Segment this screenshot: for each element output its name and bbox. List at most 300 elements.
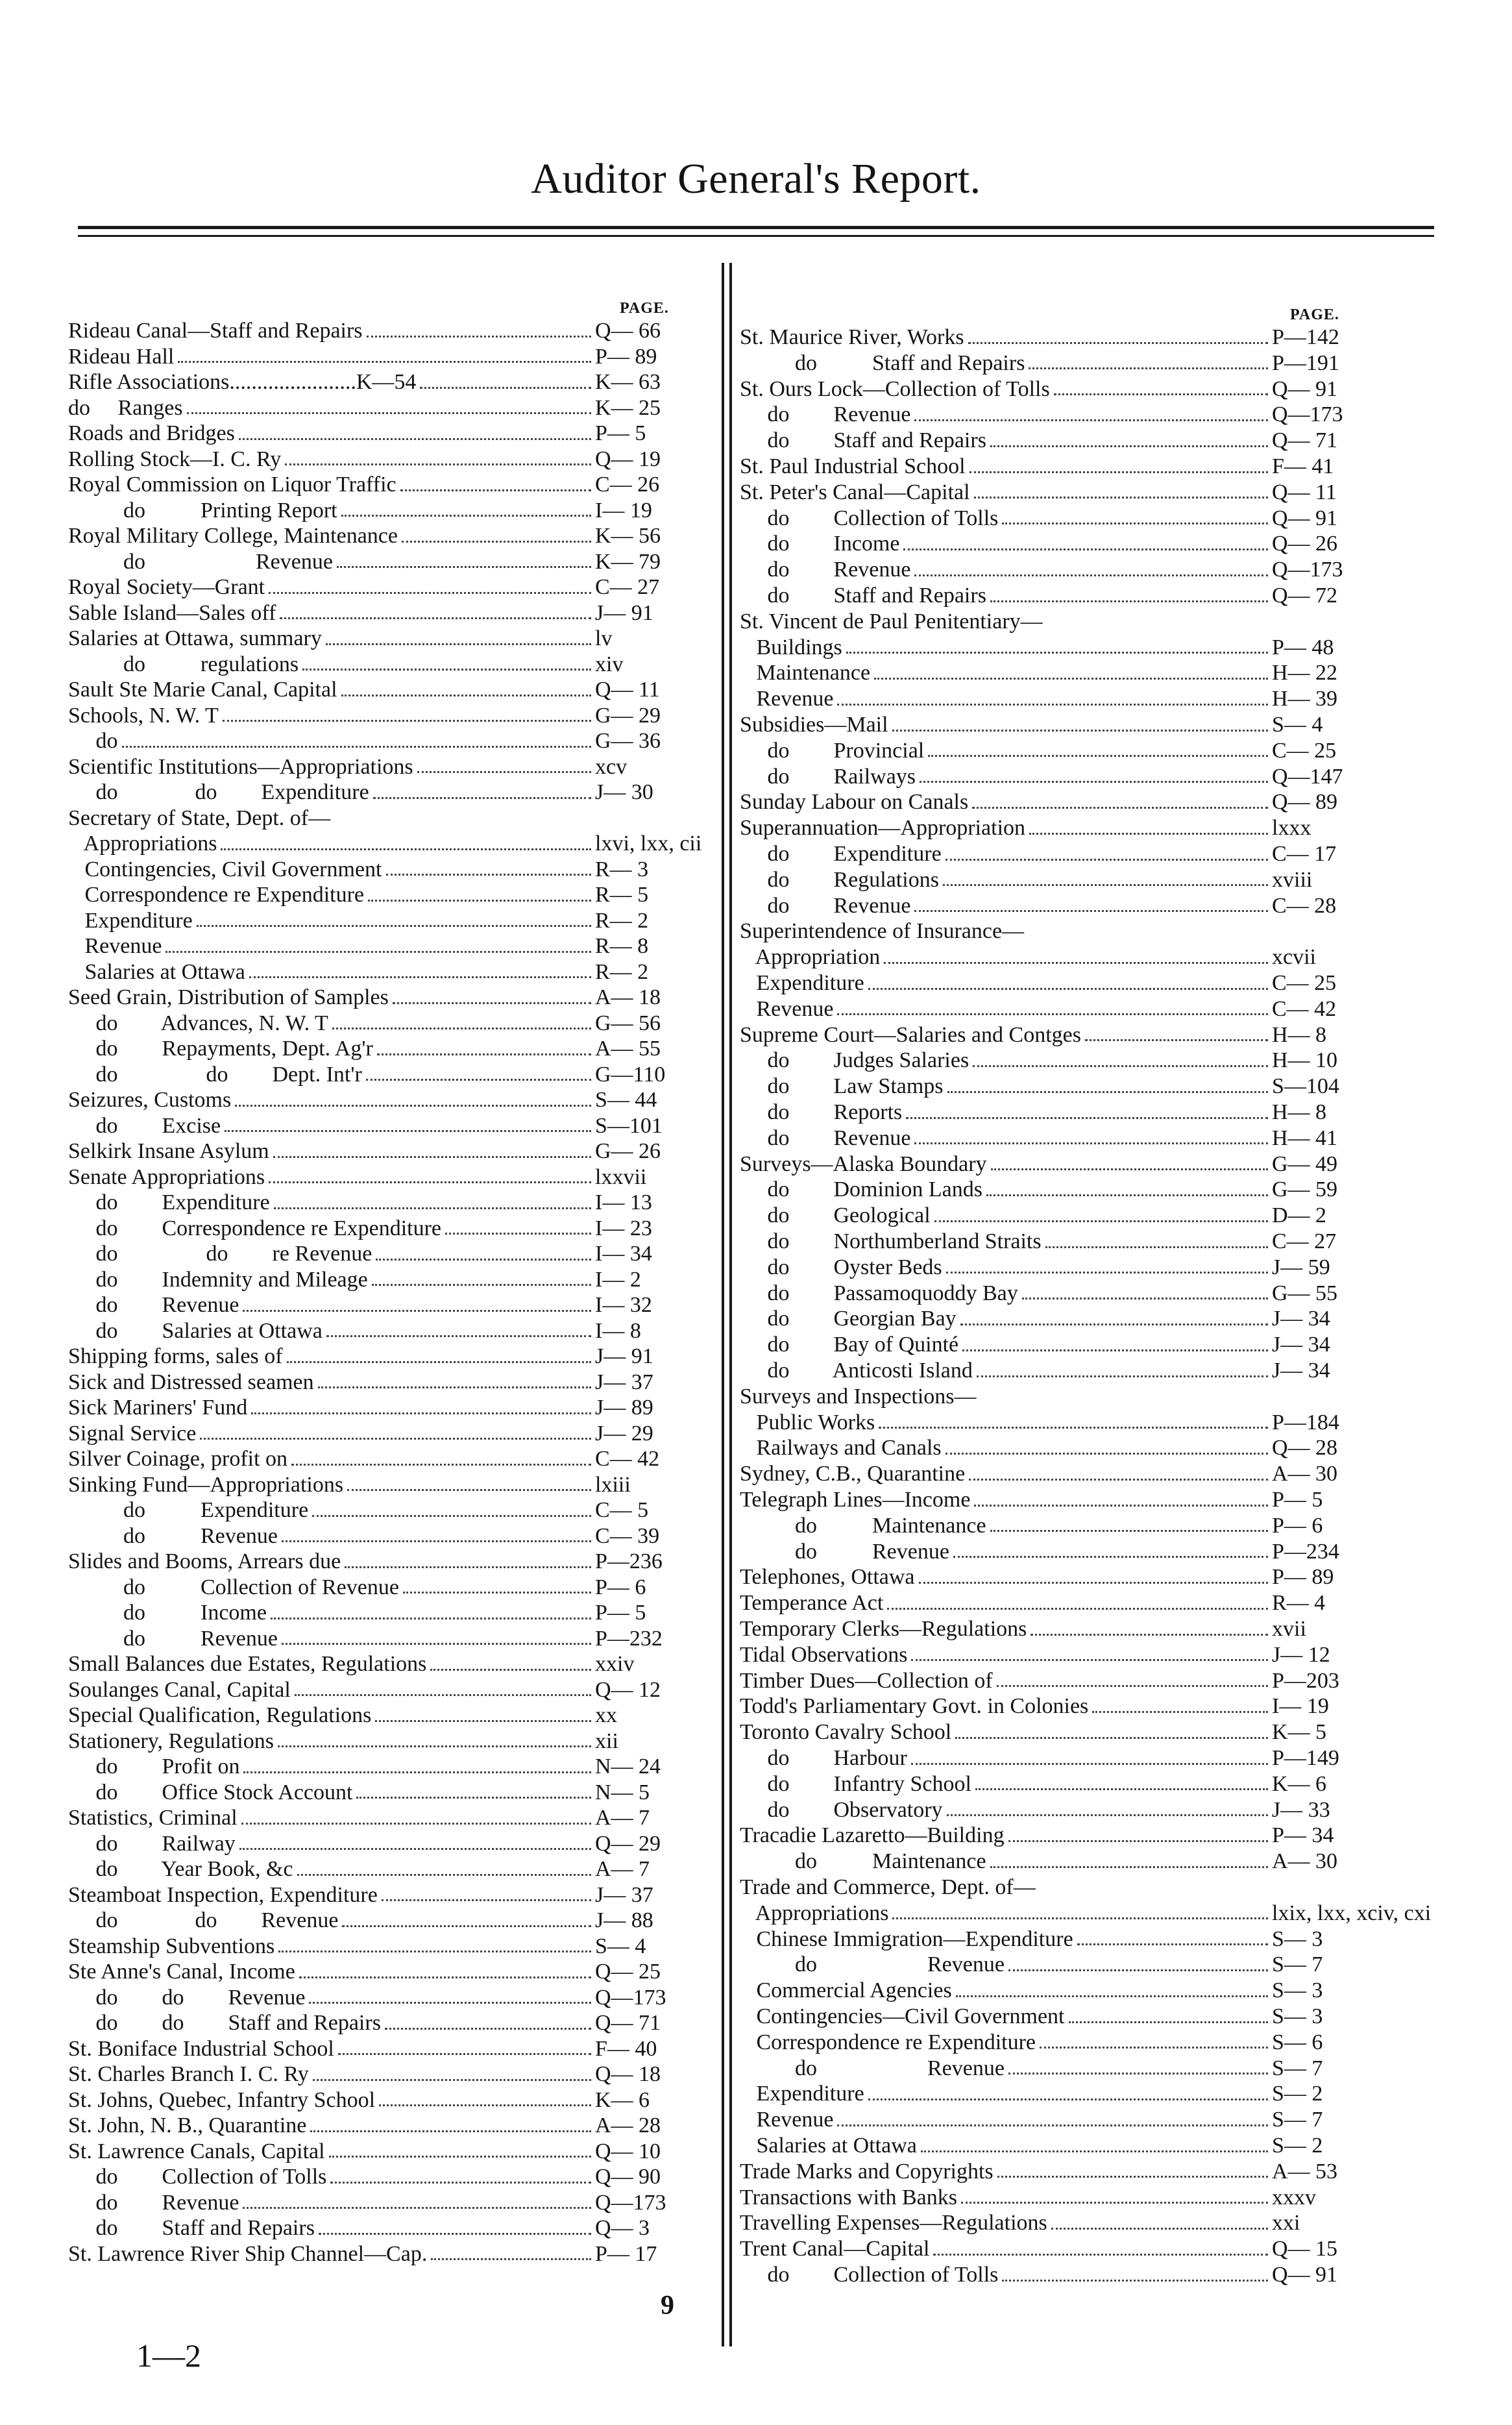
entry-page-ref: G— 59 <box>1272 1177 1338 1202</box>
leader-dots <box>280 617 591 619</box>
entry-label: Roads and Bridges <box>68 421 235 445</box>
leader-dots <box>914 574 1268 576</box>
entry-label: St. Lawrence Canals, Capital <box>68 2139 325 2163</box>
entry-page-ref: Q— 12 <box>595 1677 661 1702</box>
index-entry <box>68 447 595 473</box>
leader-dots <box>837 704 1268 706</box>
leader-dots <box>309 2002 591 2004</box>
leader-dots <box>1040 2047 1268 2049</box>
index-entry <box>740 1100 1272 1126</box>
entry-page-ref: F— 41 <box>1272 454 1334 478</box>
leader-dots <box>974 497 1268 499</box>
index-entry <box>68 1292 595 1318</box>
entry-page-ref: C— 42 <box>595 1447 660 1471</box>
entry-page-ref: Q— 25 <box>595 1960 661 1984</box>
leader-dots <box>274 1207 591 1209</box>
index-entry <box>740 1384 1272 1410</box>
leader-dots <box>282 1643 591 1645</box>
entry-label: do regulations <box>68 652 299 676</box>
entry-page-ref: P—232 <box>595 1626 663 1651</box>
entry-page-ref: J— 37 <box>595 1370 653 1394</box>
entry-page-ref: lxvi, lxx, cii <box>595 831 702 856</box>
entry-label: do Revenue <box>740 893 911 918</box>
entry-page-ref: J— 88 <box>595 1908 653 1932</box>
entry-page-ref: I— 13 <box>595 1190 652 1214</box>
entry-page-ref: S— 7 <box>1272 1952 1323 1977</box>
index-entry <box>68 1780 595 1806</box>
index-entry <box>740 789 1272 815</box>
leader-dots <box>879 1427 1268 1429</box>
entry-page-ref: J— 59 <box>1272 1255 1330 1279</box>
entry-label: do Expenditure <box>740 842 942 866</box>
index-entry <box>740 738 1272 764</box>
index-entry <box>740 325 1272 351</box>
entry-label: do Oyster Beds <box>740 1255 942 1279</box>
entry-page-ref: Q— 71 <box>1272 428 1338 453</box>
entry-page-ref: Q— 10 <box>595 2139 661 2163</box>
entry-label: Contingencies—Civil Government <box>740 2004 1065 2028</box>
leader-dots <box>393 1002 591 1004</box>
index-entry <box>740 1410 1272 1436</box>
entry-label: Salaries at Ottawa <box>68 959 245 984</box>
index-entry <box>68 2139 595 2165</box>
index-entry <box>68 677 595 703</box>
index-entry <box>740 1229 1272 1255</box>
entry-page-ref: H— 8 <box>1272 1100 1327 1124</box>
entry-label: St. Lawrence River Ship Channel—Cap. <box>68 2241 428 2266</box>
index-entry <box>740 531 1272 557</box>
leader-dots <box>122 746 592 748</box>
entry-label: Sick Mariners' Fund <box>68 1396 248 1420</box>
entry-page-ref: P—184 <box>1272 1410 1339 1434</box>
index-entry <box>68 933 595 959</box>
index-entry <box>68 626 595 652</box>
entry-page-ref: I— 8 <box>595 1318 641 1343</box>
leader-dots <box>945 859 1268 861</box>
index-entry <box>68 2215 595 2241</box>
index-entry <box>740 1590 1272 1616</box>
index-entry <box>68 1677 595 1703</box>
entry-label: Revenue <box>740 687 834 711</box>
index-entry <box>740 970 1272 996</box>
index-entry <box>68 318 595 344</box>
entry-page-ref: Q— 90 <box>595 2165 661 2189</box>
leader-dots <box>868 2099 1268 2100</box>
index-entry <box>68 1421 595 1447</box>
leader-dots <box>1029 367 1268 369</box>
entry-page-ref: J— 34 <box>1272 1307 1330 1331</box>
leader-dots <box>235 1105 591 1107</box>
leader-dots <box>1030 1634 1268 1636</box>
index-entry <box>740 2159 1272 2185</box>
entry-page-ref: P— 17 <box>595 2241 657 2266</box>
entry-label: do Staff and Repairs <box>740 584 986 608</box>
leader-dots <box>341 515 591 517</box>
index-entry <box>740 1616 1272 1642</box>
index-entry <box>68 1011 595 1037</box>
leader-dots <box>239 438 591 440</box>
entry-label: do Profit on <box>68 1754 240 1779</box>
entry-label: Trade and Commerce, Dept. of— <box>740 1875 1036 1899</box>
leader-dots <box>187 412 591 414</box>
leader-dots <box>318 1386 591 1388</box>
index-entry <box>740 1358 1272 1384</box>
entry-page-ref: R— 2 <box>595 959 649 984</box>
index-entry <box>740 1048 1272 1074</box>
entry-page-ref: G— 29 <box>595 703 661 728</box>
entry-label: Shipping forms, sales of <box>68 1344 283 1368</box>
index-entry <box>68 908 595 934</box>
leader-dots <box>946 1272 1268 1274</box>
entry-page-ref: J— 29 <box>595 1421 653 1446</box>
leader-dots <box>953 1556 1268 1558</box>
leader-dots <box>846 652 1268 654</box>
entry-page-ref: Q—173 <box>595 1985 666 2010</box>
entry-page-ref: C— 25 <box>1272 971 1337 995</box>
leader-dots <box>403 1592 591 1594</box>
entry-page-ref: H— 22 <box>1272 661 1338 685</box>
entry-label: Chinese Immigration—Expenditure <box>740 1926 1073 1951</box>
index-entry <box>68 395 595 421</box>
leader-dots <box>310 2130 591 2132</box>
entry-label: do Geological <box>740 1203 931 1228</box>
leader-dots <box>945 1453 1268 1455</box>
index-entry <box>68 1370 595 1396</box>
entry-page-ref: S— 3 <box>1272 2004 1323 2028</box>
entry-page-ref: Q— 72 <box>1272 584 1338 608</box>
leader-dots <box>956 1995 1268 1997</box>
entry-page-ref: xviii <box>1272 867 1313 892</box>
entry-label: do Reports <box>740 1100 903 1124</box>
leader-dots <box>990 600 1268 602</box>
entry-label: do Law Stamps <box>740 1074 944 1099</box>
leader-dots <box>1022 1298 1268 1299</box>
index-entry <box>68 1549 595 1575</box>
index-entry <box>740 454 1272 480</box>
index-entry <box>740 2262 1272 2288</box>
entry-label: Appropriations <box>740 1901 889 1925</box>
index-entry <box>68 1729 595 1754</box>
entry-page-ref: xxi <box>1272 2211 1300 2235</box>
leader-dots <box>367 336 591 338</box>
entry-page-ref: S— 4 <box>595 1934 646 1958</box>
entry-page-ref: A— 7 <box>595 1857 650 1881</box>
entry-label: Salaries at Ottawa <box>740 2134 917 2158</box>
leader-dots <box>330 2182 591 2184</box>
entry-page-ref: S— 3 <box>1272 1978 1323 2003</box>
entry-page-ref: P— 5 <box>595 1601 646 1625</box>
index-entry <box>740 1642 1272 1668</box>
entry-page-ref: xxxv <box>1272 2185 1316 2210</box>
leader-dots <box>921 2150 1268 2152</box>
entry-page-ref: I— 23 <box>595 1216 652 1240</box>
entry-label: Temporary Clerks—Regulations <box>740 1617 1027 1641</box>
entry-label: Royal Society—Grant <box>68 575 265 599</box>
index-entry <box>740 1203 1272 1229</box>
leader-dots <box>990 1530 1268 1532</box>
leader-dots <box>1002 2280 1268 2282</box>
leader-dots <box>379 2104 591 2106</box>
entry-page-ref: P—142 <box>1272 325 1339 349</box>
entry-label: do Revenue <box>740 402 911 427</box>
entry-page-ref: A— 30 <box>1272 1462 1338 1486</box>
entry-page-ref: K— 6 <box>1272 1771 1327 1796</box>
index-entry <box>740 635 1272 661</box>
entry-label: do do Dept. Int'r <box>68 1062 362 1087</box>
leader-dots <box>239 1848 591 1850</box>
index-entry <box>68 2190 595 2216</box>
index-entry <box>68 549 595 575</box>
index-entry <box>740 1435 1272 1461</box>
leader-dots <box>341 695 591 696</box>
index-entry <box>68 1318 595 1344</box>
entry-label: Slides and Booms, Arrears due <box>68 1549 341 1573</box>
leader-dots <box>430 1669 591 1671</box>
leader-dots <box>974 1505 1268 1507</box>
leader-dots <box>297 1874 591 1876</box>
column-separator-right <box>729 263 732 2346</box>
entry-page-ref: I— 19 <box>1272 1694 1329 1719</box>
index-entry <box>68 1908 595 1934</box>
entry-label: do Advances, N. W. T <box>68 1011 328 1035</box>
index-entry <box>740 1177 1272 1203</box>
leader-dots <box>962 1349 1268 1351</box>
entry-label: St. Peter's Canal—Capital <box>740 480 970 504</box>
leader-dots <box>884 962 1268 964</box>
entry-page-ref: H— 41 <box>1272 1126 1338 1150</box>
entry-label: St. Vincent de Paul Penitentiary— <box>740 609 1043 634</box>
index-entry <box>68 780 595 806</box>
index-entry <box>68 2036 595 2062</box>
leader-dots <box>269 1181 591 1183</box>
leader-dots <box>969 1479 1268 1481</box>
leader-dots <box>287 1361 591 1363</box>
index-entry <box>68 369 595 395</box>
entry-page-ref: I— 19 <box>595 498 652 523</box>
index-entry <box>68 1139 595 1164</box>
entry-label: Supreme Court—Salaries and Contges <box>740 1022 1081 1047</box>
leader-dots <box>997 1685 1268 1687</box>
entry-page-ref: P— 5 <box>595 421 646 445</box>
leader-dots <box>977 1375 1268 1377</box>
leader-dots <box>1008 1969 1268 1971</box>
index-entry <box>740 764 1272 790</box>
index-entry <box>740 1564 1272 1590</box>
leader-dots <box>402 541 591 543</box>
entry-page-ref: A— 53 <box>1272 2159 1338 2184</box>
leader-dots <box>892 1917 1268 1919</box>
leader-dots <box>243 2207 591 2209</box>
leader-dots <box>368 900 591 902</box>
entry-label: do Railway <box>68 1831 236 1856</box>
entry-page-ref: Q— 26 <box>1272 532 1338 556</box>
index-entry <box>68 2062 595 2087</box>
index-entry <box>740 1771 1272 1797</box>
leader-dots <box>914 910 1268 912</box>
index-entry <box>68 1164 595 1190</box>
entry-label: do Year Book, &c <box>68 1857 293 1881</box>
leader-dots <box>837 1013 1268 1015</box>
leader-dots <box>1029 833 1268 835</box>
entry-label: Buildings <box>740 635 842 659</box>
index-entry <box>68 1831 595 1857</box>
leader-dots <box>911 1763 1268 1765</box>
leader-dots <box>332 1028 591 1029</box>
entry-label: St. Maurice River, Works <box>740 325 964 349</box>
index-entry <box>740 1693 1272 1719</box>
entry-page-ref: K— 56 <box>595 524 661 548</box>
entry-label: Royal Commission on Liquor Traffic <box>68 473 396 497</box>
index-entry <box>68 1651 595 1677</box>
index-entry <box>68 1241 595 1267</box>
entry-label: do Revenue <box>68 1626 278 1651</box>
leader-dots <box>920 781 1268 783</box>
leader-dots <box>319 2233 591 2235</box>
index-entry <box>740 1513 1272 1539</box>
entry-label: Travelling Expenses—Regulations <box>740 2211 1047 2235</box>
entry-page-ref: N— 24 <box>595 1754 661 1779</box>
leader-dots <box>445 1233 591 1235</box>
leader-dots <box>968 342 1268 344</box>
leader-dots <box>313 2079 591 2081</box>
entry-label: Salaries at Ottawa, summary <box>68 626 322 650</box>
index-entry <box>68 2241 595 2267</box>
index-entry <box>68 1805 595 1831</box>
entry-label: do do Revenue <box>68 1985 306 2010</box>
entry-label: do Bay of Quinté <box>740 1333 959 1357</box>
entry-label: Expenditure <box>740 971 864 995</box>
leader-dots <box>420 387 591 389</box>
entry-label: Appropriation <box>740 945 881 970</box>
index-entry <box>68 1395 595 1421</box>
entry-page-ref: F— 40 <box>595 2036 657 2061</box>
entry-page-ref: J— 34 <box>1272 1359 1330 1383</box>
leader-dots <box>338 2053 591 2055</box>
entry-page-ref: Q— 91 <box>1272 2263 1338 2287</box>
entry-page-ref: I— 32 <box>595 1293 652 1317</box>
entry-label: do Provincial <box>740 738 925 763</box>
index-entry <box>68 857 595 883</box>
entry-label: do Revenue <box>740 1539 949 1564</box>
entry-label: do Expenditure <box>68 1498 309 1522</box>
entry-label: do Georgian Bay <box>740 1307 957 1331</box>
leader-dots <box>961 2202 1268 2204</box>
index-entry <box>68 1190 595 1216</box>
index-entry <box>68 1087 595 1113</box>
entry-page-ref: Q— 91 <box>1272 376 1338 401</box>
entry-label: Seed Grain, Distribution of Samples <box>68 985 389 1009</box>
entry-label: do Collection of Tolls <box>740 506 999 530</box>
index-entry <box>740 1281 1272 1307</box>
page-number: 9 <box>661 2291 674 2320</box>
index-entry <box>740 2107 1272 2133</box>
leader-dots <box>326 643 591 645</box>
leader-dots <box>431 2258 591 2260</box>
entry-page-ref: J— 30 <box>595 780 653 804</box>
leader-dots <box>382 1899 591 1901</box>
index-entry <box>740 2210 1272 2236</box>
entry-label: do Revenue <box>68 549 333 574</box>
entry-label: Maintenance <box>740 661 871 685</box>
index-entry <box>68 1062 595 1088</box>
leader-dots <box>200 1438 591 1440</box>
entry-page-ref: J— 91 <box>595 1344 653 1368</box>
entry-page-ref: K— 5 <box>1272 1720 1327 1745</box>
entry-page-ref: xii <box>595 1729 618 1753</box>
entry-label: Special Qualification, Regulations <box>68 1703 372 1727</box>
leader-dots <box>837 2124 1268 2126</box>
entry-page-ref: S—104 <box>1272 1074 1339 1099</box>
entry-label: do Railways <box>740 764 916 789</box>
entry-label: do Infantry School <box>740 1771 971 1796</box>
entry-label: do Income <box>740 532 900 556</box>
entry-label: Telegraph Lines—Income <box>740 1488 971 1512</box>
signature-mark: 1—2 <box>136 2337 201 2374</box>
index-entry <box>740 2004 1272 2030</box>
index-entry <box>740 376 1272 402</box>
entry-label: Silver Coinage, profit on <box>68 1447 288 1471</box>
leader-dots <box>337 566 591 568</box>
entry-page-ref: C— 39 <box>595 1523 660 1548</box>
entry-label: do <box>68 729 118 753</box>
entry-label: Revenue <box>740 996 834 1021</box>
index-entry <box>740 1978 1272 2004</box>
leader-dots <box>928 755 1268 757</box>
leader-dots <box>1092 1711 1268 1713</box>
index-entry <box>740 402 1272 428</box>
index-entry <box>68 985 595 1011</box>
entry-page-ref: S— 7 <box>1272 2108 1323 2132</box>
entry-label: Sunday Labour on Canals <box>740 790 969 815</box>
entry-page-ref: R— 3 <box>595 857 649 881</box>
entry-page-ref: xiv <box>595 652 624 676</box>
entry-label: Scientific Institutions—Appropriations <box>68 754 413 779</box>
entry-page-ref: S— 2 <box>1272 2082 1323 2106</box>
entry-label: Sault Ste Marie Canal, Capital <box>68 678 337 702</box>
entry-page-ref: C— 27 <box>595 575 660 599</box>
entry-label: do Office Stock Account <box>68 1780 353 1804</box>
index-entry <box>740 1797 1272 1823</box>
entry-label: do Revenue <box>740 558 911 582</box>
leader-dots <box>1054 393 1268 395</box>
leader-dots <box>251 1412 591 1414</box>
index-entry <box>740 996 1272 1022</box>
entry-page-ref: P— 89 <box>1272 1565 1334 1590</box>
entry-page-ref: C— 42 <box>1272 996 1337 1021</box>
entry-page-ref: Q— 15 <box>1272 2237 1338 2261</box>
index-entry <box>740 2236 1272 2262</box>
index-entry <box>740 2081 1272 2107</box>
leader-dots <box>241 1823 591 1825</box>
entry-label: do Expenditure <box>68 1190 270 1214</box>
entry-label: do Dominion Lands <box>740 1177 982 1202</box>
entry-label: Commercial Agencies <box>740 1978 952 2003</box>
index-entry <box>68 1882 595 1908</box>
leader-dots <box>282 1540 591 1542</box>
entry-label: do Revenue <box>740 2056 1005 2080</box>
entry-page-ref: S— 2 <box>1272 2134 1323 2158</box>
entry-label: Revenue <box>740 2108 834 2132</box>
index-entry <box>740 1926 1272 1952</box>
column-separator-left <box>722 263 724 2346</box>
leader-dots <box>1008 2073 1268 2074</box>
index-entry <box>68 574 595 600</box>
entry-label: Schools, N. W. T <box>68 703 219 728</box>
entry-page-ref: Q— 66 <box>595 319 661 343</box>
entry-label: Superintendence of Insurance— <box>740 919 1025 944</box>
entry-label: do Revenue <box>68 1523 278 1548</box>
entry-page-ref: S—101 <box>595 1113 663 1138</box>
